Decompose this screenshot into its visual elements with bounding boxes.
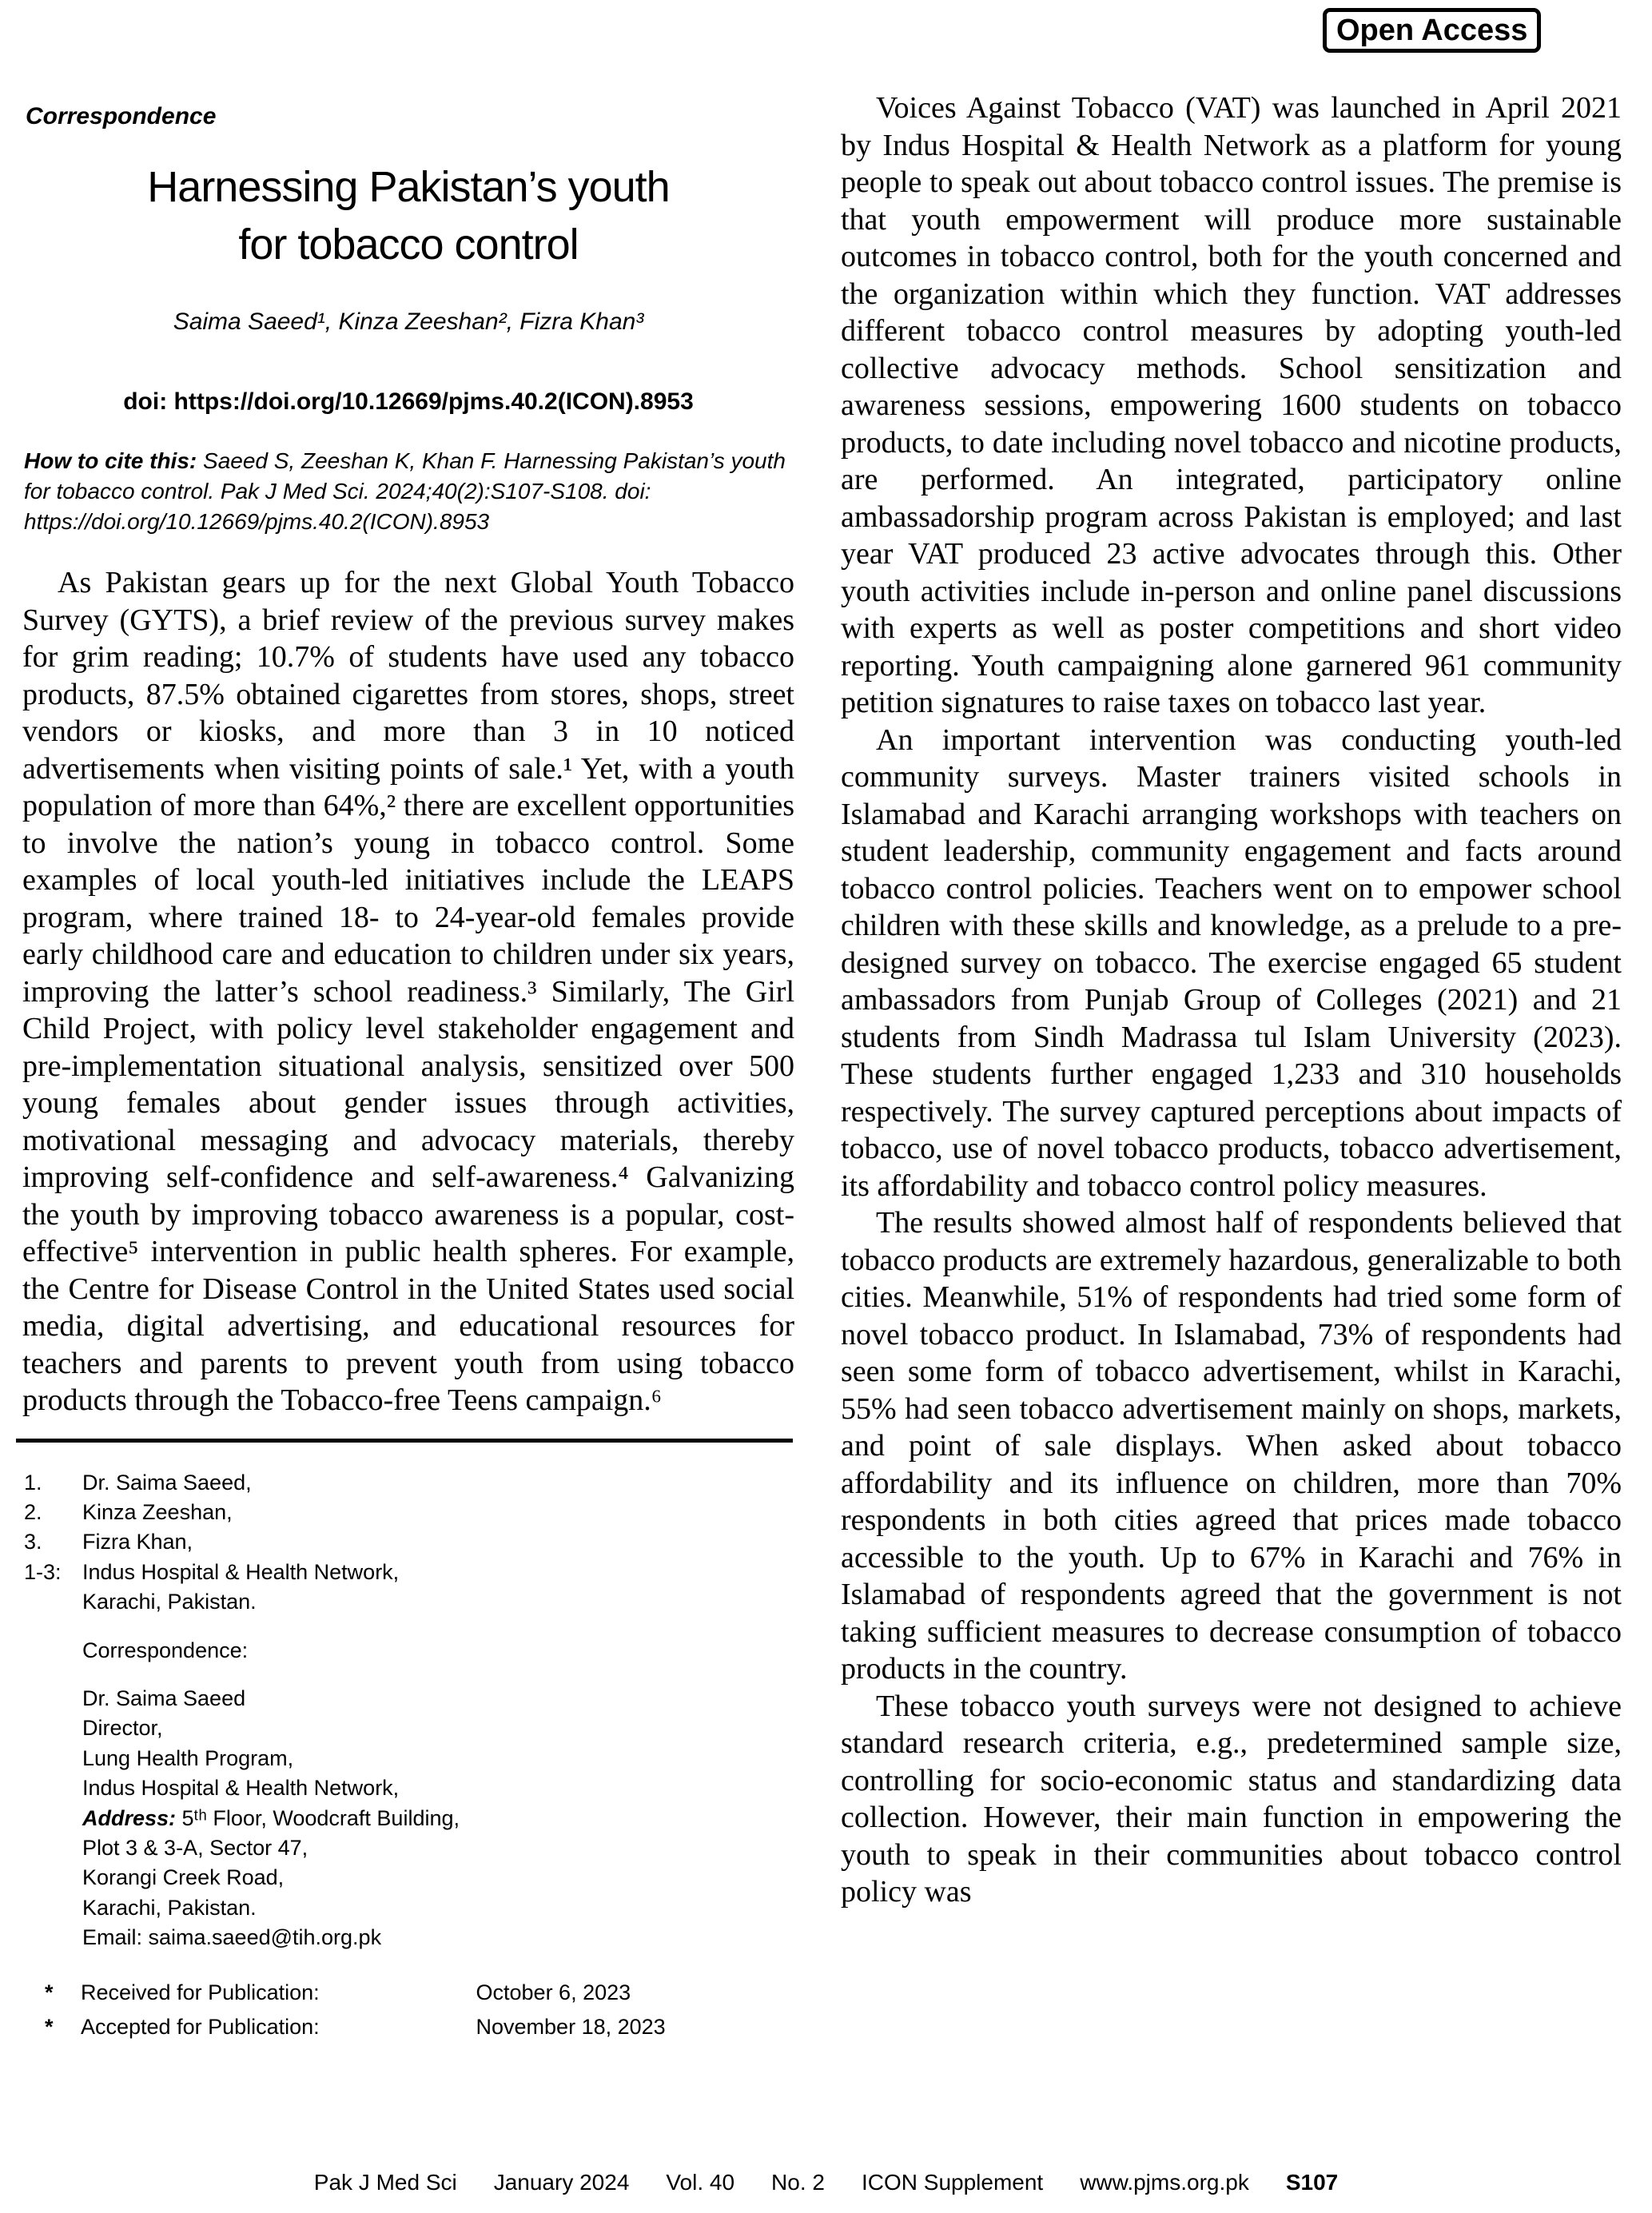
received-label: Received for Publication:	[81, 1980, 320, 2004]
spacer	[24, 1618, 794, 1636]
doi-line: doi: https://doi.org/10.12669/pjms.40.2(ICON).8953	[123, 388, 694, 415]
correspondence-line: Dr. Saima Saeed	[82, 1686, 246, 1710]
paragraph-limitations: These tobacco youth surveys were not designed to achieve standard research criteria, e.g., predetermined sample size, controlling for socio-economic status and standardizing data collection. However, their main function in empowering the youth to speak in their communities about tobacco control policy was	[841, 1689, 1622, 1909]
paragraph-results: The results showed almost half of respondents believed that tobacco products are extremely hazardous, generalizable to both cities. Meanwhile, 51% of respondents had tried some form of novel tobacco product. In Islamabad, 73% of respondents had seen some form of tobacco advertisement, whilst in Karachi, 55% had seen tobacco advertisement mainly on shops, markets, and point of sale displays. When asked about tobacco affordability and its influence on children, more than 70% respondents in both cities agreed that prices made tobacco accessible to the youth. Up to 67% in Karachi and 76% in Islamabad of respondents agreed that the government is not taking sufficient measures to decrease consumption of tobacco products in the country.	[841, 1206, 1622, 1686]
correspondence-line: Director,	[82, 1716, 163, 1741]
affiliation-city-row	[24, 1587, 794, 1617]
footer-number: No. 2	[771, 2170, 825, 2195]
asterisk-marker: *	[45, 2014, 54, 2039]
email-line: Email: saima.saeed@tih.org.pk	[82, 1925, 382, 1950]
open-access-badge	[1323, 8, 1541, 53]
address-row	[24, 1804, 794, 1833]
citation-block	[24, 446, 794, 537]
title-line-1: Harnessing Pakistan’s youth	[147, 163, 670, 211]
article-body-left: As Pakistan gears up for the next Global Youth Tobacco Survey (GYTS), a brief review of the previous survey makes for grim reading; 10.7% of students have used any tobacco products, 87.5% obtained cigarettes from stores, shops, street vendors or kiosks, and more than 3 in 10 noticed advertisements when visiting points of sale.¹ Yet, with a youth population of more than 64%,² there are excellent opportunities to involve the nation’s young in tobacco control. Some examples of local youth-led initiatives include the LEAPS program, where trained 18- to 24-year-old females provide early childhood care and education to children under six years, improving the latter’s school readiness.³ Similarly, The Girl Child Project, with policy level stakeholder engagement and pre-implementation situational analysis, sensitized over 500 young females about gender issues through activities, motivational messaging and advocacy materials, thereby improving self-confidence and self-awareness.⁴ Galvanizing the youth by improving tobacco awareness is a popular, cost-effective⁵ intervention in public health spheres. For example, the Centre for Disease Control in the United States used social media, digital advertising, and educational resources for teachers and parents to prevent youth from using tobacco products through the Tobacco-free Teens campaign.⁶	[22, 566, 794, 1417]
received-date: October 6, 2023	[476, 1980, 631, 2004]
authors-line: Saima Saeed¹, Kinza Zeeshan², Fizra Khan³	[173, 308, 644, 335]
footnotes	[24, 1468, 794, 1953]
accepted-date: November 18, 2023	[476, 2014, 666, 2039]
asterisk-marker: *	[45, 1980, 54, 2004]
footnote-text: Fizra Khan,	[82, 1530, 193, 1554]
correspondence-line: Indus Hospital & Health Network,	[82, 1776, 400, 1801]
footnote-number: 1-3:	[24, 1559, 62, 1584]
footnote-number: 1.	[24, 1470, 42, 1495]
paragraph-surveys: An important intervention was conducting youth-led community surveys. Master trainers visited schools in Islamabad and Karachi arranging workshops with teachers on student leadership, community engagement and facts around tobacco control policies. Teachers went on to empower school children with these skills and knowledge, as a prelude to a pre-designed survey on tobacco. The exercise engaged 65 student ambassadors from Punjab Group of Colleges (2021) and 21 students from Sindh Madrassa tul Islam University (2023). These students further engaged 1,233 and 310 households respectively. The survey captured perceptions about impacts of tobacco, use of novel tobacco products, tobacco advertisement, its affordability and tobacco control policy measures.	[841, 722, 1622, 1203]
footnote-text: Dr. Saima Saeed,	[82, 1470, 252, 1495]
footnote-text: Kinza Zeeshan,	[82, 1499, 233, 1524]
accepted-label: Accepted for Publication:	[81, 2014, 320, 2039]
accepted-row	[22, 2010, 794, 2044]
spacer	[24, 1666, 794, 1684]
footer-supplement: ICON Supplement	[861, 2170, 1044, 2195]
section-label: Correspondence	[26, 103, 217, 129]
footer-date: January 2024	[493, 2170, 630, 2195]
affiliation-text: Indus Hospital & Health Network,	[82, 1559, 400, 1584]
title-line-2: for tobacco control	[238, 221, 579, 269]
affiliation-row	[24, 1558, 794, 1587]
correspondence-label: Correspondence:	[82, 1638, 249, 1662]
footnote-author-row	[24, 1498, 794, 1527]
received-row	[22, 1976, 794, 2010]
footer-journal: Pak J Med Sci	[313, 2170, 457, 2195]
address-label: Address:	[82, 1805, 177, 1830]
publication-dates	[22, 1976, 794, 2044]
right-column	[841, 90, 1622, 1911]
address-line: Plot 3 & 3-A, Sector 47,	[82, 1835, 309, 1860]
correspondence-line: Lung Health Program,	[82, 1745, 294, 1770]
footer-volume: Vol. 40	[666, 2170, 735, 2195]
footer-website: www.pjms.org.pk	[1080, 2170, 1249, 2195]
cite-label: How to cite this:	[24, 448, 197, 473]
left-column	[22, 90, 794, 2044]
open-access-label: Open Access	[1336, 13, 1528, 47]
footnote-number: 3.	[24, 1530, 42, 1554]
address-line: Karachi, Pakistan.	[82, 1895, 257, 1920]
address-text: 5ᵗʰ Floor, Woodcraft Building,	[176, 1805, 460, 1830]
cite-text: Saeed S, Zeeshan K, Khan F. Harnessing Pakistan’s youth for tobacco control. Pak J Med Sci. 2024;40(2):S107-S108. doi: https://doi.org/10.12669/pjms.40.2(ICON).8953	[24, 448, 786, 534]
footer-page-number: S107	[1285, 2170, 1339, 2195]
address-line: Korangi Creek Road,	[82, 1865, 285, 1890]
affiliation-text: Karachi, Pakistan.	[82, 1590, 257, 1614]
article-title	[22, 158, 794, 273]
footnote-author-row	[24, 1527, 794, 1557]
footnote-number: 2.	[24, 1499, 42, 1524]
paragraph-vat: Voices Against Tobacco (VAT) was launched in April 2021 by Indus Hospital & Health Network as a platform for young people to speak out about tobacco control issues. The premise is that youth empowerment will produce more sustainable outcomes in tobacco control, both for the youth concerned and the organization within which they function. VAT addresses different tobacco control measures by adopting youth-led collective advocacy methods. School sensitization and awareness sessions, empowering 1600 students on tobacco products, to date including novel tobacco and nicotine products, are performed. An integrated, participatory online ambassadorship program across Pakistan is employed; and last year VAT produced 23 active advocates through this. Other youth activities include in-person and online panel discussions with experts as well as poster competitions and short video reporting. Youth campaigning alone garnered 961 community petition signatures to raise taxes on tobacco last year.	[841, 91, 1622, 719]
divider-rule	[16, 1439, 793, 1443]
footnote-author-row	[24, 1468, 794, 1498]
page-footer	[0, 2167, 1652, 2198]
